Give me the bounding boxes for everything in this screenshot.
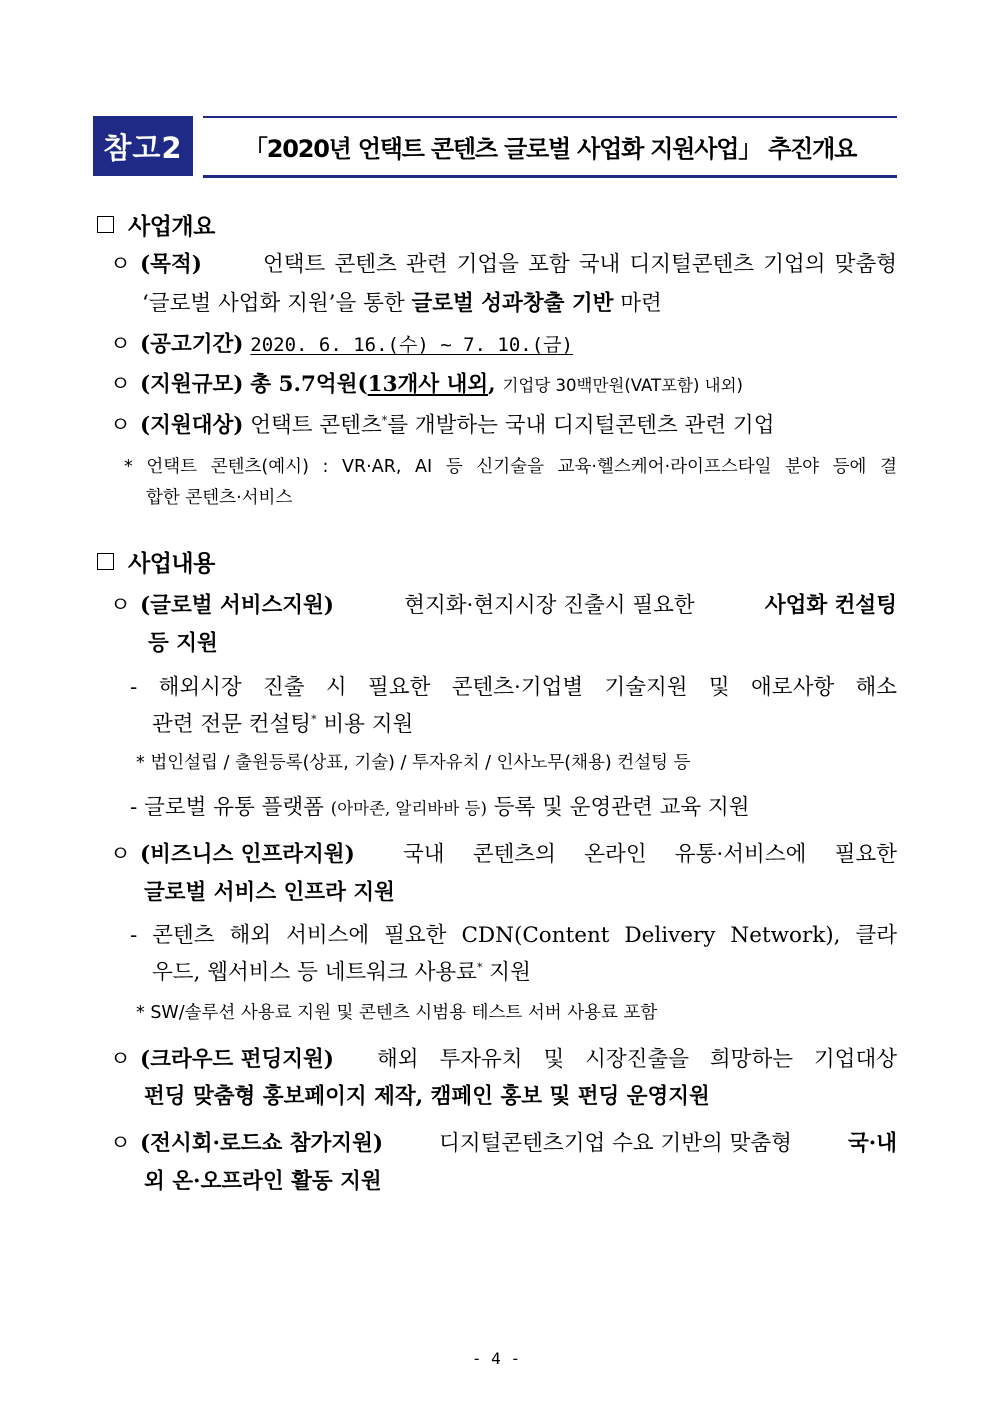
crowd-line-2: 펀딩 맞춤형 홍보페이지 제작, 캠페인 홍보 및 펀딩 운영지원 (144, 1084, 710, 1109)
document-header (93, 116, 897, 176)
infra-dash-line-2: 우드, 웹서비스 등 네트워크 사용료* 지원 (152, 960, 531, 985)
checkbox-square-icon (97, 553, 114, 570)
footnote-line-1: * 언택트 콘텐츠(예시) : VR·AR, AI 등 신기술을 교육·헬스케어·라이프스타일 분야 등에 결 (124, 457, 897, 477)
bullet-icon: ㅇ (110, 372, 131, 397)
global-dash-1-line-2: 관련 전문 컨설팅* 비용 지원 (152, 712, 414, 737)
section-overview-heading (97, 208, 215, 241)
section-content-title: 사업내용 (128, 551, 215, 577)
infra-note: * SW/솔루션 사용료 지원 및 콘텐츠 시범용 테스트 서버 사용료 포함 (136, 1003, 658, 1023)
bullet-icon: ㅇ (110, 593, 131, 618)
purpose-line-2: ‘글로벌 사업화 지원’을 통한 글로벌 성과창출 기반 마련 (142, 291, 662, 316)
expo-line-2: 외 온·오프라인 활동 지원 (144, 1169, 382, 1194)
section-overview-title: 사업개요 (128, 214, 215, 240)
bullet-icon: ㅇ (110, 1131, 131, 1156)
period-line: ㅇ (공고기간) 2020. 6. 16.(수) ~ 7. 10.(금) (110, 327, 573, 358)
scale-line: ㅇ (지원규모) 총 5.7억원(13개사 내외, 기업당 30백만원(VAT포함) 내외) (110, 367, 743, 398)
global-dash-2: - 글로벌 유통 플랫폼 (아마존, 알리바바 등) 등록 및 운영관련 교육 지원 (130, 795, 750, 820)
global-service-line-2: 등 지원 (148, 631, 218, 656)
target-line: ㅇ (지원대상) 언택트 콘텐츠*를 개발하는 국내 디지털콘텐츠 관련 기업 (110, 408, 774, 439)
page-number: - 4 - (471, 1349, 521, 1368)
checkbox-square-icon (97, 216, 114, 233)
infra-line-1: ㅇ (비즈니스 인프라지원) 국내 콘텐츠의 온라인 유통·서비스에 필요한 (110, 837, 897, 868)
expo-line-1: ㅇ (전시회·로드쇼 참가지원) 디지털콘텐츠기업 수요 기반의 맞춤형 국·내 (110, 1126, 897, 1157)
bullet-icon: ㅇ (110, 252, 131, 277)
bullet-icon: ㅇ (110, 1047, 131, 1072)
bullet-icon: ㅇ (110, 332, 131, 357)
infra-dash-line-1: - 콘텐츠 해외 서비스에 필요한 CDN(Content Delivery Network), 클라 (130, 923, 897, 948)
document-title: 「2020년 언택트 콘텐츠 글로벌 사업화 지원사업」 추진개요 (203, 116, 897, 178)
infra-line-2: 글로벌 서비스 인프라 지원 (144, 880, 395, 905)
crowd-line-1: ㅇ (크라우드 펀딩지원) 해외 투자유치 및 시장진출을 희망하는 기업대상 (110, 1042, 897, 1073)
global-dash-1-line-1: - 해외시장 진출 시 필요한 콘텐츠·기업별 기술지원 및 애로사항 해소 (130, 675, 897, 700)
reference-tag: 참고2 (93, 116, 193, 176)
bullet-icon: ㅇ (110, 413, 131, 438)
period-value: 2020. 6. 16.(수) ~ 7. 10.(금) (250, 334, 573, 356)
global-service-line-1: ㅇ (글로벌 서비스지원) 현지화·현지시장 진출시 필요한 사업화 컨설팅 (110, 588, 897, 619)
footnote-line-2: 합한 콘텐츠·서비스 (146, 488, 293, 508)
purpose-line-1: ㅇ (목적) 언택트 콘텐츠 관련 기업을 포함 국내 디지털콘텐츠 기업의 맞춤형 (110, 247, 897, 278)
bullet-icon: ㅇ (110, 842, 131, 867)
section-content-heading (97, 545, 215, 578)
global-note: * 법인설립 / 출원등록(상표, 기술) / 투자유치 / 인사노무(채용) 컨설팅 등 (136, 753, 691, 773)
